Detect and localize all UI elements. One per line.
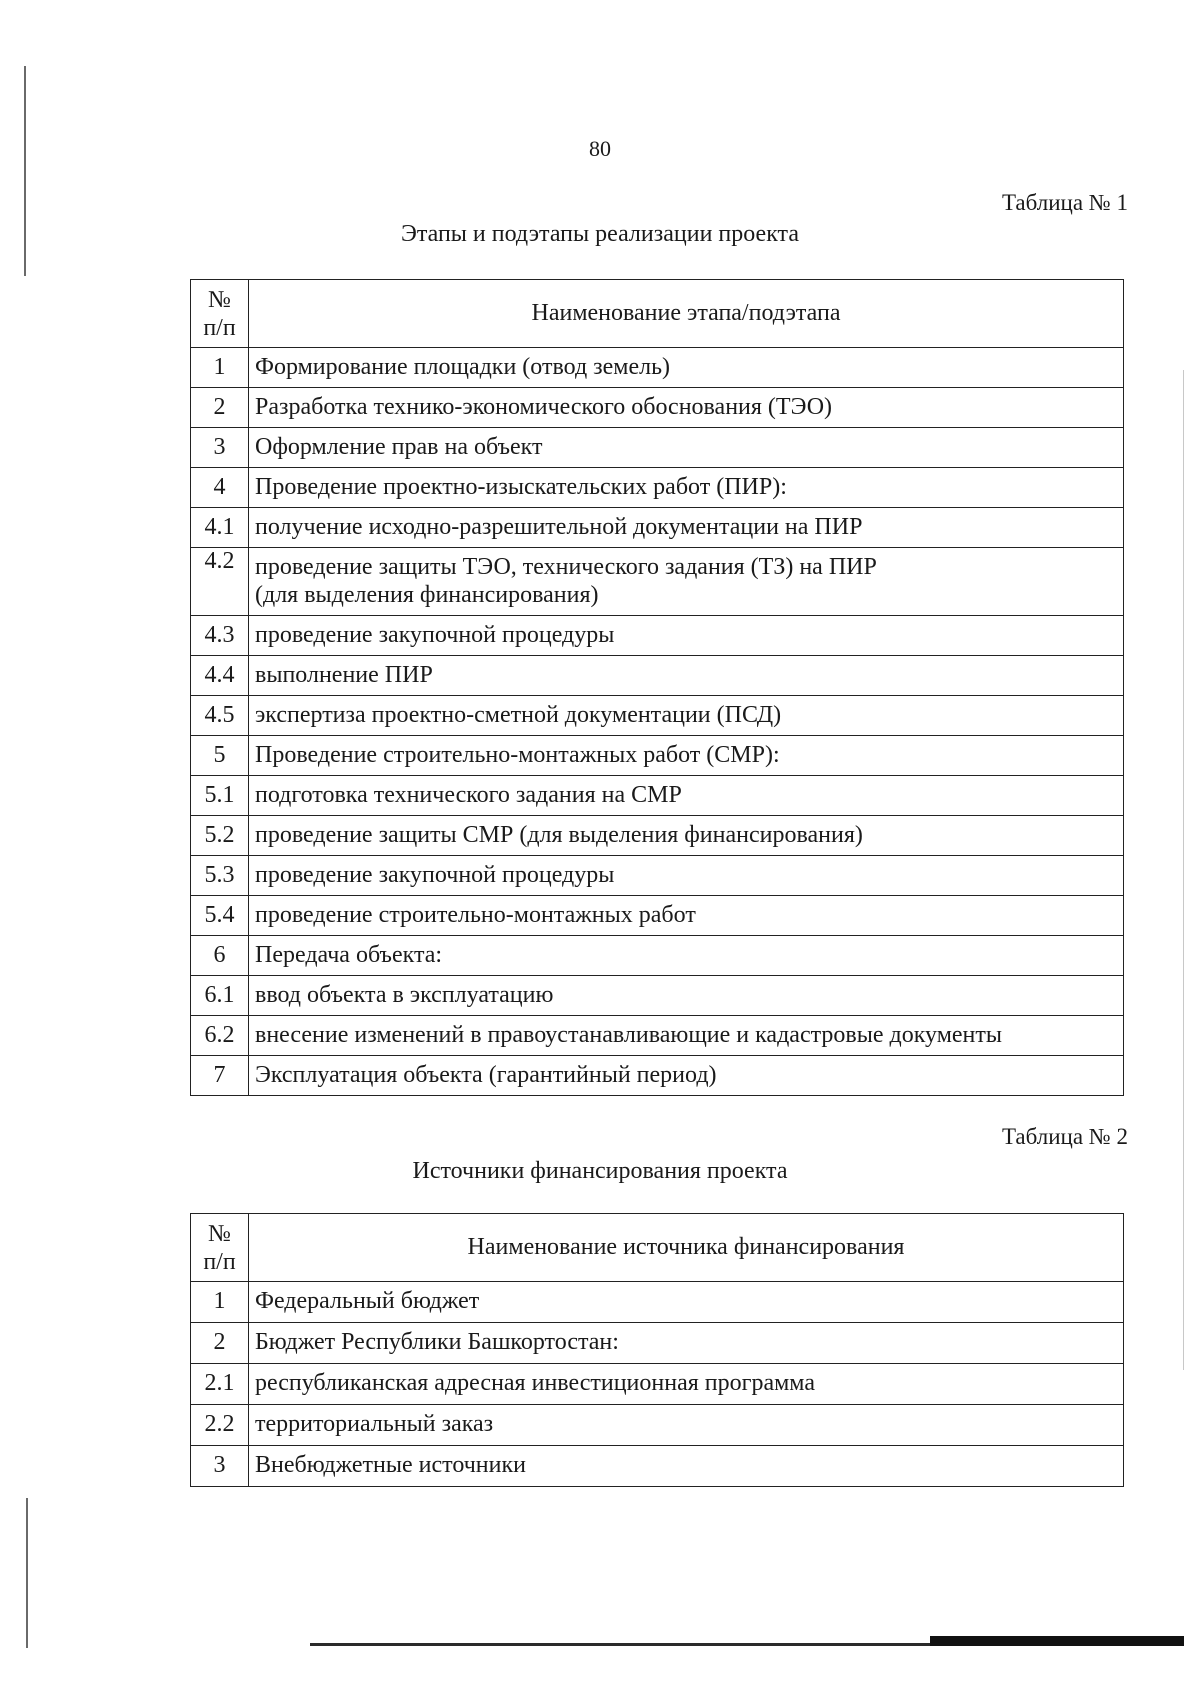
table-row xyxy=(191,776,1124,816)
row-name-line: проведение закупочной процедуры xyxy=(255,861,615,888)
row-number: 4.1 xyxy=(191,508,249,548)
row-name xyxy=(249,656,1124,696)
row-name xyxy=(249,348,1124,388)
row-name-line: Бюджет Республики Башкортостан: xyxy=(255,1329,619,1356)
row-name xyxy=(249,1364,1124,1405)
row-name-line: Формирование площадки (отвод земель) xyxy=(255,353,671,380)
table-row xyxy=(191,656,1124,696)
row-number: 6 xyxy=(191,936,249,976)
row-number: 4.3 xyxy=(191,616,249,656)
table-row xyxy=(191,348,1124,388)
scan-edge-line-right xyxy=(1183,370,1184,1370)
header-name-cell: Наименование источника финансирования xyxy=(249,1214,1124,1282)
table2-label: Таблица № 2 xyxy=(1001,1124,1128,1149)
row-number: 4.2 xyxy=(191,548,249,616)
row-name xyxy=(249,548,1124,616)
row-number: 3 xyxy=(191,428,249,468)
stages-table xyxy=(190,279,1124,1096)
row-number: 7 xyxy=(191,1056,249,1096)
table1-title: Этапы и подэтапы реализации проекта xyxy=(401,221,799,247)
row-number: 5.3 xyxy=(191,856,249,896)
table-row xyxy=(191,696,1124,736)
table-row xyxy=(191,616,1124,656)
table-row xyxy=(191,936,1124,976)
row-name xyxy=(249,896,1124,936)
row-name-line: Оформление прав на объект xyxy=(255,433,543,460)
table-row xyxy=(191,1016,1124,1056)
row-name xyxy=(249,856,1124,896)
funding-sources-table xyxy=(190,1213,1124,1487)
table-row xyxy=(191,1364,1124,1405)
row-number: 3 xyxy=(191,1446,249,1487)
row-name-line: Внебюджетные источники xyxy=(255,1452,526,1479)
table-row xyxy=(191,388,1124,428)
table-header-row xyxy=(191,280,1124,348)
table-row xyxy=(191,976,1124,1016)
row-name-line: ввод объекта в эксплуатацию xyxy=(255,981,554,1008)
row-name xyxy=(249,1323,1124,1364)
row-name-line: внесение изменений в правоустанавливающие и кадастровые документы xyxy=(255,1021,1002,1048)
row-name-line: экспертиза проектно-сметной документации (ПСД) xyxy=(255,701,782,728)
row-number: 4 xyxy=(191,468,249,508)
table-row xyxy=(191,468,1124,508)
table-row xyxy=(191,1282,1124,1323)
row-name xyxy=(249,428,1124,468)
page-number: 80 xyxy=(589,136,611,161)
table-row xyxy=(191,856,1124,896)
row-name-line: Проведение строительно-монтажных работ (СМР): xyxy=(255,741,780,768)
row-name xyxy=(249,976,1124,1016)
row-name xyxy=(249,816,1124,856)
row-name-line: проведение строительно-монтажных работ xyxy=(255,901,696,928)
header-num-abbrev: п/п xyxy=(203,1248,236,1275)
table-row xyxy=(191,736,1124,776)
row-name xyxy=(249,776,1124,816)
table-row xyxy=(191,1323,1124,1364)
row-name xyxy=(249,388,1124,428)
row-name-line: получение исходно-разрешительной документации на ПИР xyxy=(255,513,863,540)
row-name-line: республиканская адресная инвестиционная программа xyxy=(255,1370,815,1397)
row-name xyxy=(249,1446,1124,1487)
row-number: 2.2 xyxy=(191,1405,249,1446)
table-row xyxy=(191,816,1124,856)
header-num-symbol: № xyxy=(208,286,231,313)
row-name xyxy=(249,468,1124,508)
row-name-line: территориальный заказ xyxy=(255,1411,494,1438)
row-name-line: проведение защиты ТЭО, технического задания (ТЗ) на ПИР xyxy=(255,553,877,580)
row-name xyxy=(249,616,1124,656)
row-name-line: Передача объекта: xyxy=(255,941,443,968)
table-row xyxy=(191,1446,1124,1487)
row-name xyxy=(249,1282,1124,1323)
row-name xyxy=(249,1405,1124,1446)
row-number: 1 xyxy=(191,1282,249,1323)
row-number: 6.2 xyxy=(191,1016,249,1056)
row-number: 5 xyxy=(191,736,249,776)
stages-table-body xyxy=(191,348,1124,1096)
header-num-cell xyxy=(191,280,249,348)
row-number: 4.5 xyxy=(191,696,249,736)
table-row xyxy=(191,1405,1124,1446)
row-name-line: Разработка технико-экономического обоснования (ТЭО) xyxy=(255,393,833,420)
table2-title: Источники финансирования проекта xyxy=(412,1158,788,1184)
row-name-line: Федеральный бюджет xyxy=(255,1288,480,1315)
row-number: 2 xyxy=(191,1323,249,1364)
row-name-line: Проведение проектно-изыскательских работ (ПИР): xyxy=(255,473,787,500)
funding-sources-table-body xyxy=(191,1282,1124,1487)
scan-bottom-bar-thick xyxy=(930,1636,1184,1646)
row-number: 2.1 xyxy=(191,1364,249,1405)
row-name xyxy=(249,696,1124,736)
table-row xyxy=(191,1056,1124,1096)
header-num-cell xyxy=(191,1214,249,1282)
header-num-symbol: № xyxy=(208,1220,231,1247)
row-number: 2 xyxy=(191,388,249,428)
table-row xyxy=(191,548,1124,616)
row-number: 1 xyxy=(191,348,249,388)
row-name xyxy=(249,1056,1124,1096)
header-name-cell: Наименование этапа/подэтапа xyxy=(249,280,1124,348)
row-number: 4.4 xyxy=(191,656,249,696)
table-row xyxy=(191,896,1124,936)
table-row xyxy=(191,428,1124,468)
table-header-row xyxy=(191,1214,1124,1282)
row-name xyxy=(249,508,1124,548)
row-number: 5.1 xyxy=(191,776,249,816)
row-name xyxy=(249,736,1124,776)
row-number: 5.4 xyxy=(191,896,249,936)
row-name-line: подготовка технического задания на СМР xyxy=(255,781,682,808)
row-name-line: проведение защиты СМР (для выделения финансирования) xyxy=(255,821,863,848)
row-name xyxy=(249,936,1124,976)
row-name-line: проведение закупочной процедуры xyxy=(255,621,615,648)
table-row xyxy=(191,508,1124,548)
header-num-abbrev: п/п xyxy=(203,314,236,341)
row-name-line: (для выделения финансирования) xyxy=(255,581,599,608)
row-name-line: Эксплуатация объекта (гарантийный период) xyxy=(255,1061,717,1088)
row-name xyxy=(249,1016,1124,1056)
row-name-line: выполнение ПИР xyxy=(255,661,433,688)
row-number: 6.1 xyxy=(191,976,249,1016)
scan-edge-line-bottom xyxy=(26,1498,28,1648)
row-number: 5.2 xyxy=(191,816,249,856)
table1-label: Таблица № 1 xyxy=(1001,190,1128,215)
